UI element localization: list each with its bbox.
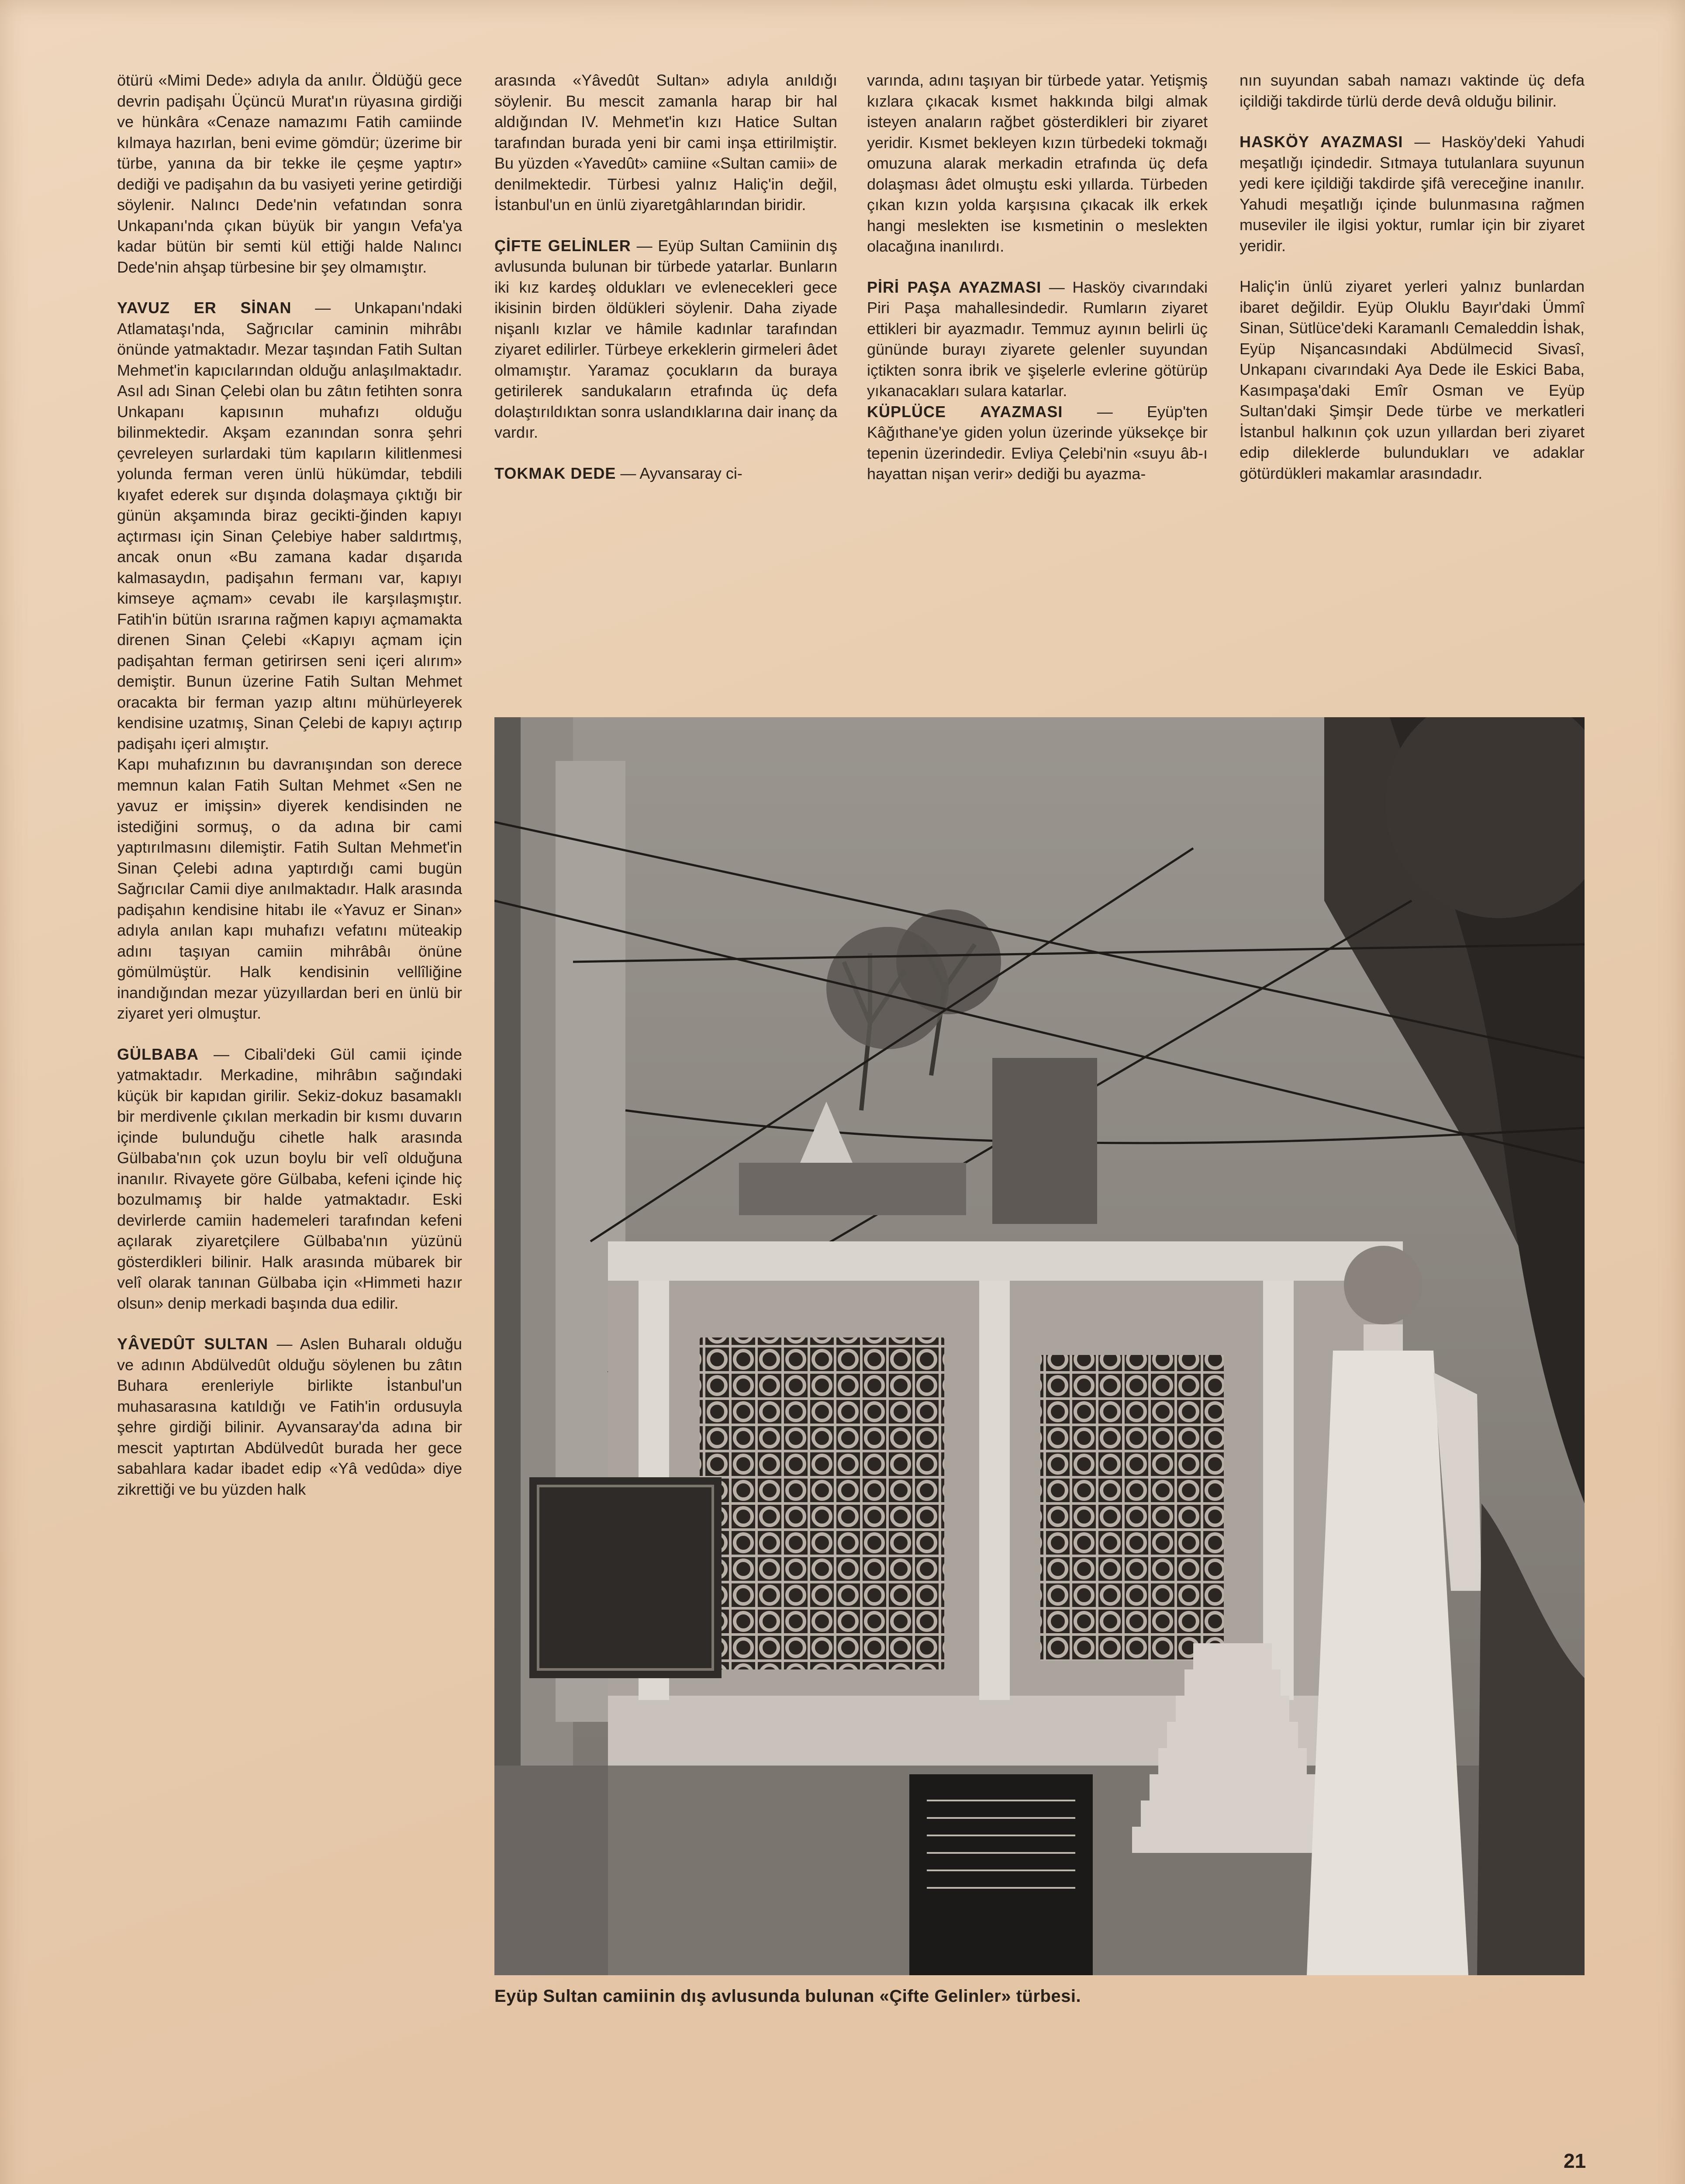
heading-cifte-gelinler: ÇİFTE GELİNLER (494, 236, 631, 255)
paragraph-closing: Haliç'in ünlü ziyaret yerleri yalnız bunlardan ibaret değildir. Eyüp Oluklu Bayır'daki Ümmî Sinan, Sütlüce'deki Karamanlı Cemaleddin İshak, Eyüp Nişancasındaki Abdülmecid Sivasî, Unkapanı civarındaki Aya Dede ile Eskici Baba, Kasımpaşa'daki Emîr Osman ve Eyüp Sultan'daki Şimşir Dede türbe ve merkatleri İstanbul halkının çok uzun yıllardan beri ziyaret edip dileklerde bulundukları ve adaklar götürdükleri makamlar arasındadır. (1240, 277, 1585, 482)
paragraph-yavedut-sultan (117, 1334, 462, 1500)
photo-caption: Eyüp Sultan camiinin dış avlusunda bulunan «Çifte Gelinler» türbesi. (494, 1987, 1081, 2006)
heading-tokmak-dede: TOKMAK DEDE (494, 464, 616, 482)
cifte-gelinler-text: — Eyüp Sultan Camiinin dış avlusunda bulunan bir türbede yatarlar. Bunların iki kız kardeş oldukları ve evlenecekleri gece ikisinin birden öldükleri söylenir. Daha ziyade nişanlı kızlar ve hâmile kadınlar tarafından ziyaret edilirler. Türbeye erkeklerin girmeleri âdet olmamıştır. Yaramaz çocukların da buraya getirilerek sandukaların etrafında üç defa dolaştırıldıktan sonra uslandıklarına dair inanç da vardır. (494, 236, 837, 441)
paragraph-piri-pasa (867, 277, 1208, 401)
paragraph-tokmak-cont: varında, adını taşıyan bir türbede yatar. Yetişmiş kızlara çıkacak kısmet hakkında bilgi almak isteyen anaların rağbet gösterdikleri bir ziyaret yeridir. Kısmet bekleyen kızın türbedeki tokmağı omuzuna alarak merkadin etrafında üç defa dolaşması âdet olmuştu eski yıllarda. Türbeden çıkan kızın yolda karşısına çıkacak ilk erkek hangi meslekten ise kısmetinin o meslekten olacağına inanılırdı. (867, 71, 1208, 255)
paragraph-yavedut-cont: arasında «Yâvedût Sultan» adıyla anıldığı söylenir. Bu mescit zamanla harap bir hal aldığından IV. Mehmet'in kızı Hatice Sultan tarafından burada yeni bir cami inşa ettirilmiştir. Bu yüzden «Yavedût» camiine «Sultan camii» de denilmektedir. Türbesi yalnız Haliç'in değil, İstanbul'un en ünlü ziyaretgâhlarından biridir. (494, 71, 837, 214)
paragraph-tokmak-dede (494, 463, 837, 484)
heading-kuplu: KÜPLÜCE AYAZMASI (867, 402, 1063, 421)
haskoy-text: — Hasköy'deki Yahudi meşatlığı içindedir. Sıtmaya tutulanlara suyunun yedi kere içildiği takdirde şifâ vereceğine inanılır. Yahudi meşatlığı içinde bulunmasına rağmen museviler ile ilgisi yoktur, rumlar için bir ziyaret yeridir. (1240, 133, 1585, 255)
piri-pasa-text: — Hasköy civarındaki Piri Paşa mahallesindedir. Rumların ziyaret ettikleri bir ayazmadır. Temmuz ayının belirli üç gününde burayı ziyarete gelenler suyundan içtikten sonra ibrik ve şişelerle evlerine götürüp yıkanacakları sulara katarlar. (867, 278, 1208, 400)
paragraph-yavuz-er-sinan-2: Kapı muhafızının bu davranışından son derece memnun kalan Fatih Sultan Mehmet «Sen ne yavuz er imişsin» diyerek kendisinden ne istediğini sormuş, o da adına bir cami yaptırılmasını dilemiştir. Fatih Sultan Mehmet'in Sinan Çelebi adına yaptırdığı cami bugün Sağrıcılar Camii diye anılmaktadır. Halk arasında padişahın kendisine hitabı ile «Yavuz er Sinan» adıyla anılan kapı muhafızı vefatını müteakip adını taşıyan camiin mihrâbâı önüne gömülmüştür. Halk kendisinin vellîliğine inandığından mezar yüzyıllardan beri en ünlü bir ziyaret yeri olmuştur. (117, 755, 462, 1022)
page-number: 21 (1564, 2149, 1586, 2172)
paragraph-gulbaba (117, 1044, 462, 1314)
paragraph-mimi-dede: ötürü «Mimi Dede» adıyla da anılır. Öldüğü gece devrin padişahı Üçüncü Murat'ın rüyasına girdiği ve hünkâra «Cenaze namazımı Fatih camiinde kılmaya hazırlan, beni evime gömdür; üzerime bir türbe, yanına da bir tekke ile çeşme yaptır» dediği ve padişahın da bu vasiyeti yerine getirdiği söylenir. Nalıncı Dede'nin vefatından sonra Unkapanı'nda çıkan büyük bir yangın Vefa'ya kadar bütün bir semti kül ettiği halde Nalıncı Dede'nin ahşap türbesine bir şey olmamıştır. (117, 71, 462, 276)
heading-haskoy: HASKÖY AYAZMASI (1240, 133, 1403, 151)
text-column-2 (494, 70, 837, 504)
tomb-photo-illustration (494, 717, 1585, 1975)
kuplu-text: — Eyüp'ten Kâğıthane'ye giden yolun üzerinde yüksekçe bir tepenin üzerindedir. Evliya Çelebi'nin «suyu âb-ı hayattan nişan verir» dediği bu ayazma- (867, 402, 1208, 483)
yavedut-sultan-text: — Aslen Buharalı olduğu ve adının Abdülvedût olduğu söylenen bu zâtın Buhara erenleriyle birlikte İstanbul'un muhasarasına katıldığı ve Fatih'in ordusuyla şehre girdiği bilinir. Ayvansaray'da adına bir mescit yaptırtan Abdülvedût burada her gece sabahlara kadar ibadet edip «Yâ vedûda» diye zikrettiği ve bu yüzden halk (117, 1335, 462, 1498)
paragraph-kuplu (867, 401, 1208, 484)
heading-gulbaba: GÜLBABA (117, 1045, 199, 1063)
heading-yavuz-er-sinan: YAVUZ ER SİNAN (117, 299, 292, 317)
yavuz-er-sinan-text: — Unkapanı'ndaki Atlamataşı'nda, Sağrıcılar caminin mihrâbı önünde yatmaktadır. Mezar taşından Fatih Sultan Mehmet'in kapıcılarından olduğu anlaşılmaktadır. Asıl adı Sinan Çelebi olan bu zâtın fetihten sonra Unkapanı kapısının muhafızı olduğu bilinmektedir. Akşam ezanından sonra şehri çevreleyen surlardaki tüm kapıların kilitlenmesi yolunda ferman veren ünlü hükümdar, tebdili kıyafet ederek sur dışında dolaşmaya çıktığı bir günün akşamında biraz gecikti-ğinden kapıyı açtırması için Sinan Çelebiye haber saldırtmış, ancak onun «Bu zamana kadar dışarıda kalmasaydın, padişahın fermanı var, kapıyı kimseye açmam» cevabı ile karşılaşmıştır. Fatih'in bütün ısrarına rağmen kapıyı açmamakta direnen Sinan Çelebi «Kapıyı açmam için padişahtan ferman getirirsen seni içeri alırım» demiştir. Bunun üzerine Fatih Sultan Mehmet oracakta bir ferman yazıp altını mühürleyerek kendisine uzatmış, Sinan Çelebi de kapıyı açtırıp padişahı içeri almıştır. (117, 299, 462, 753)
text-column-4 (1240, 70, 1585, 504)
heading-piri-pasa: PİRİ PAŞA AYAZMASI (867, 278, 1042, 296)
text-column-3 (867, 70, 1208, 505)
paragraph-cifte-gelinler (494, 235, 837, 443)
paragraph-kuplu-cont: nın suyundan sabah namazı vaktinde üç defa içildiği takdirde türlü derde devâ olduğu bilinir. (1240, 71, 1585, 110)
tomb-photograph (494, 717, 1585, 1975)
heading-yavedut-sultan: YÂVEDÛT SULTAN (117, 1335, 269, 1353)
paragraph-yavuz-er-sinan (117, 297, 462, 754)
paragraph-haskoy (1240, 131, 1585, 256)
tokmak-dede-text: — Ayvansaray ci- (616, 464, 742, 482)
text-column-1 (117, 70, 462, 1520)
gulbaba-text: — Cibali'deki Gül camii içinde yatmaktadır. Merkadine, mihrâbın sağındaki küçük bir kapıdan girilir. Sekiz-dokuz basamaklı bir merdivenle çıkılan merkadin bir kısmı duvarın içinde bulunduğu cihetle halk arasında Gülbaba'nın çok uzun boylu bir velî olduğuna inanılır. Rivayete göre Gülbaba, kefeni içinde hiç bozulmamış bir halde yatmaktadır. Eski devirlerde camiin hademeleri tarafından kefeni açılarak ziyaretçilere Gülbaba'nın yüzünü gösterdikleri bilinir. Halk arasında mübarek bir velî olarak tanınan Gülbaba için «Himmeti hazır olsun» denip merkadi başında dua edilir. (117, 1045, 462, 1312)
